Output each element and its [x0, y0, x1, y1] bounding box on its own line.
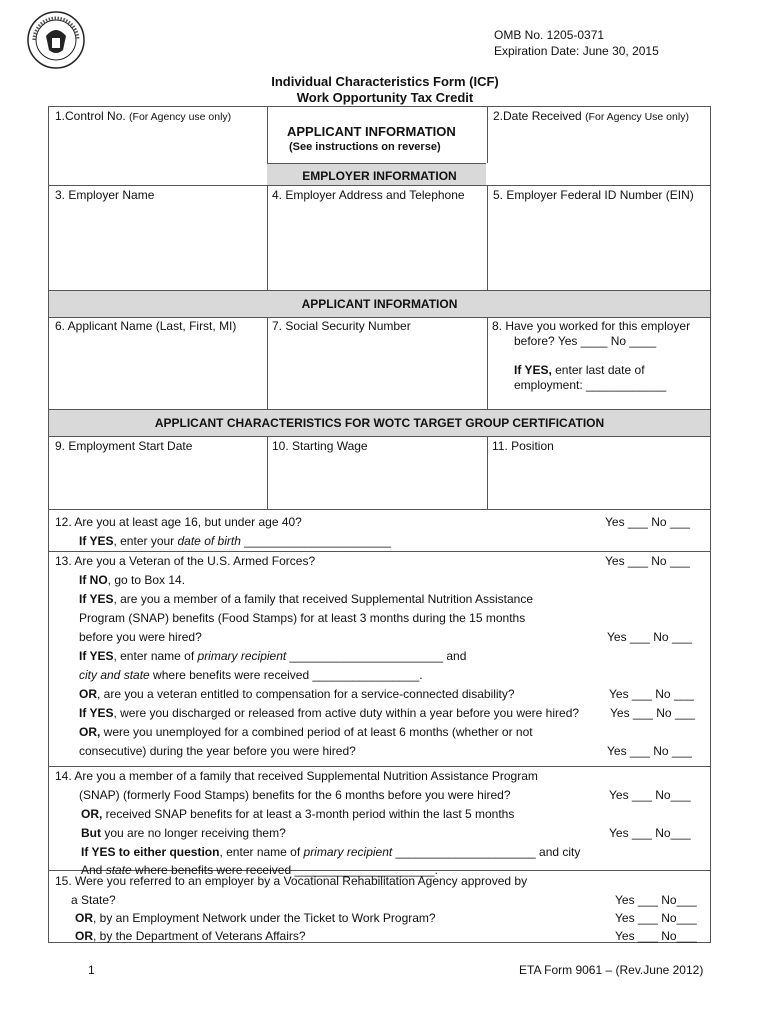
form-id: ETA Form 9061 – (Rev.June 2012) — [519, 963, 704, 977]
expiration-date: Expiration Date: June 30, 2015 — [494, 44, 659, 58]
divider — [487, 107, 488, 163]
q13-or1: OR — [79, 687, 97, 701]
worked-before-field[interactable] — [492, 319, 690, 393]
starting-wage-field[interactable]: 10. Starting Wage — [272, 439, 368, 453]
divider — [49, 509, 710, 510]
divider — [267, 185, 268, 290]
divider — [49, 290, 710, 291]
q13-snap-line3: before you were hired? — [79, 630, 202, 644]
worked-before-yes-no: before? Yes ____ No ____ — [514, 334, 657, 348]
q15-text: 15. Were you referred to an employer by a Vocational Rehabilitation Agency approved by — [55, 874, 528, 888]
employer-address-field[interactable]: 4. Employer Address and Telephone — [272, 188, 465, 202]
q12-dob-line — [79, 534, 391, 549]
if-yes-label: If YES, — [514, 363, 552, 377]
q13-city-blank[interactable]: where benefits were received ________________. — [149, 668, 423, 682]
divider — [487, 317, 488, 409]
q14-recipient-text: , enter name of — [219, 845, 304, 859]
start-date-field[interactable]: 9. Employment Start Date — [55, 439, 193, 453]
divider — [49, 766, 710, 767]
q15-yes-no[interactable]: Yes ___ No___ — [615, 893, 697, 907]
q13-if-no-text: , go to Box 14. — [107, 573, 186, 587]
employer-ein-field[interactable]: 5. Employer Federal ID Number (EIN) — [493, 188, 694, 202]
last-date-blank: employment: ____________ — [514, 378, 667, 392]
q13-discharged-yes-no[interactable]: Yes ___ No ___ — [610, 706, 695, 720]
control-no-field[interactable] — [55, 109, 231, 125]
q12-dob-label: date of birth — [177, 534, 241, 548]
q13-if-yes: If YES — [79, 592, 114, 606]
divider — [267, 317, 268, 409]
instructions-note: (See instructions on reverse) — [289, 141, 441, 153]
q14-but-line — [81, 826, 286, 841]
q13-recipient-line — [79, 649, 466, 664]
q15-ticket-line — [75, 911, 436, 926]
q14-text: 14. Are you a member of a family that received Supplemental Nutrition Assistance Program — [55, 769, 538, 783]
divider — [49, 317, 710, 318]
date-received-label: 2.Date Received — [493, 109, 582, 123]
control-no-label: 1.Control No. — [55, 109, 126, 123]
q13-snap-line — [79, 592, 533, 607]
employer-heading: EMPLOYER INFORMATION — [302, 169, 457, 183]
form-grid — [48, 106, 711, 943]
q13-discharged-if-yes: If YES — [79, 706, 114, 720]
q13-city-line — [79, 668, 423, 683]
q14-or-text: received SNAP benefits for at least a 3-month period within the last 5 months — [102, 807, 515, 821]
date-received-note: (For Agency Use only) — [585, 111, 689, 123]
q15-or1: OR — [75, 911, 93, 925]
q13-unemployed-line2: consecutive) during the year before you were hired? — [79, 744, 356, 758]
q12-yes-no[interactable]: Yes ___ No ___ — [605, 515, 690, 529]
q13-name-if-yes: If YES — [79, 649, 114, 663]
last-date-text: enter last date of — [551, 363, 645, 377]
q14-but: But — [81, 826, 101, 840]
q13-primary-recipient: primary recipient — [197, 649, 287, 663]
form-title — [0, 74, 770, 106]
q14-line2: (SNAP) (formerly Food Stamps) benefits for the 6 months before you were hired? — [79, 788, 511, 802]
divider — [49, 436, 710, 437]
q15-ticket-yes-no[interactable]: Yes ___ No___ — [615, 911, 697, 925]
q15-ticket-text: , by an Employment Network under the Ticket to Work Program? — [93, 911, 436, 925]
omb-block — [494, 27, 659, 59]
q13-unemployed-text: were you unemployed for a combined period of at least 6 months (whether or not — [100, 725, 533, 739]
q13-unemployed-yes-no[interactable]: Yes ___ No ___ — [607, 744, 692, 758]
applicant-heading: APPLICANT INFORMATION — [301, 297, 458, 311]
applicant-info-title: APPLICANT INFORMATION — [287, 124, 456, 139]
q12-enter: , enter your — [113, 534, 178, 548]
applicant-name-field[interactable]: 6. Applicant Name (Last, First, MI) — [55, 319, 237, 333]
q13-discharged-text: , were you discharged or released from active duty within a year before you were hired? — [113, 706, 580, 720]
form-title-line2: Work Opportunity Tax Credit — [296, 90, 474, 105]
characteristics-heading: APPLICANT CHARACTERISTICS FOR WOTC TARGET GROUP CERTIFICATION — [154, 416, 605, 430]
q13-name-text: , enter name of — [113, 649, 198, 663]
ssn-field[interactable]: 7. Social Security Number — [272, 319, 411, 333]
q13-disability-yes-no[interactable]: Yes ___ No ___ — [609, 687, 694, 701]
q14-and: And — [81, 863, 106, 877]
page-number: 1 — [88, 963, 95, 977]
q13-discharged-line — [79, 706, 579, 721]
q13-disability-text: , are you a veteran entitled to compensation for a service-connected disability? — [97, 687, 515, 701]
q13-snap-yes-no[interactable]: Yes ___ No ___ — [607, 630, 692, 644]
divider — [267, 436, 268, 509]
q13-if-yes-text: , are you a member of a family that received Supplemental Nutrition Assistance — [113, 592, 534, 606]
q13-if-no: If NO — [79, 573, 108, 587]
divider — [487, 436, 488, 509]
q12-dob-blank[interactable]: ______________________ — [240, 534, 392, 548]
q15-va-text: , by the Department of Veterans Affairs? — [93, 929, 306, 943]
divider — [49, 185, 710, 186]
q13-yes-no[interactable]: Yes ___ No ___ — [605, 554, 690, 568]
omb-number: OMB No. 1205-0371 — [494, 28, 605, 42]
q14-or: OR, — [81, 807, 103, 821]
q14-or-line — [81, 807, 514, 822]
q13-snap-line2: Program (SNAP) benefits (Food Stamps) for at least 3 months during the 15 months — [79, 611, 526, 625]
divider — [49, 409, 710, 410]
q15-line2: a State? — [71, 893, 116, 907]
q14-but-yes-no[interactable]: Yes ___ No___ — [609, 826, 691, 840]
q15-or2: OR — [75, 929, 93, 943]
form-title-line1: Individual Characteristics Form (ICF) — [271, 74, 499, 89]
control-no-note: (For Agency use only) — [129, 111, 232, 123]
divider — [49, 551, 710, 552]
q14-state-blank[interactable]: where benefits were received _____________________. — [131, 863, 438, 877]
divider — [267, 107, 268, 163]
q15-va-line — [75, 929, 306, 944]
q13-or2: OR, — [79, 725, 101, 739]
q14-if-yes-either: If YES to either question — [81, 845, 220, 859]
q14-primary-recipient: primary recipient — [303, 845, 393, 859]
employer-name-field[interactable]: 3. Employer Name — [55, 188, 155, 202]
q13-disability-line — [79, 687, 515, 702]
q12-if-yes: If YES — [79, 534, 114, 548]
q14-state: state — [105, 863, 132, 877]
q14-but-text: you are no longer receiving them? — [101, 826, 286, 840]
q13-city-state: city and state — [79, 668, 150, 682]
date-received-field[interactable] — [493, 109, 689, 125]
q13-unemployed-line — [79, 725, 533, 740]
department-seal-icon — [26, 10, 86, 70]
divider — [487, 185, 488, 290]
position-field[interactable]: 11. Position — [492, 439, 554, 453]
q14-yes-no[interactable]: Yes ___ No___ — [609, 788, 691, 802]
q14-recipient-blank[interactable]: _____________________ and city — [392, 845, 581, 859]
q12-text: 12. Are you at least age 16, but under age 40? — [55, 515, 302, 529]
q13-text: 13. Are you a Veteran of the U.S. Armed Forces? — [55, 554, 316, 568]
q13-if-no-line — [79, 573, 185, 588]
q14-recipient-line — [81, 845, 580, 860]
q13-recipient-blank[interactable]: _______________________ and — [286, 649, 467, 663]
q15-va-yes-no[interactable]: Yes ___ No___ — [615, 929, 697, 943]
last-date-line — [492, 363, 690, 378]
divider — [267, 163, 486, 164]
worked-before-question: 8. Have you worked for this employer — [492, 319, 691, 333]
